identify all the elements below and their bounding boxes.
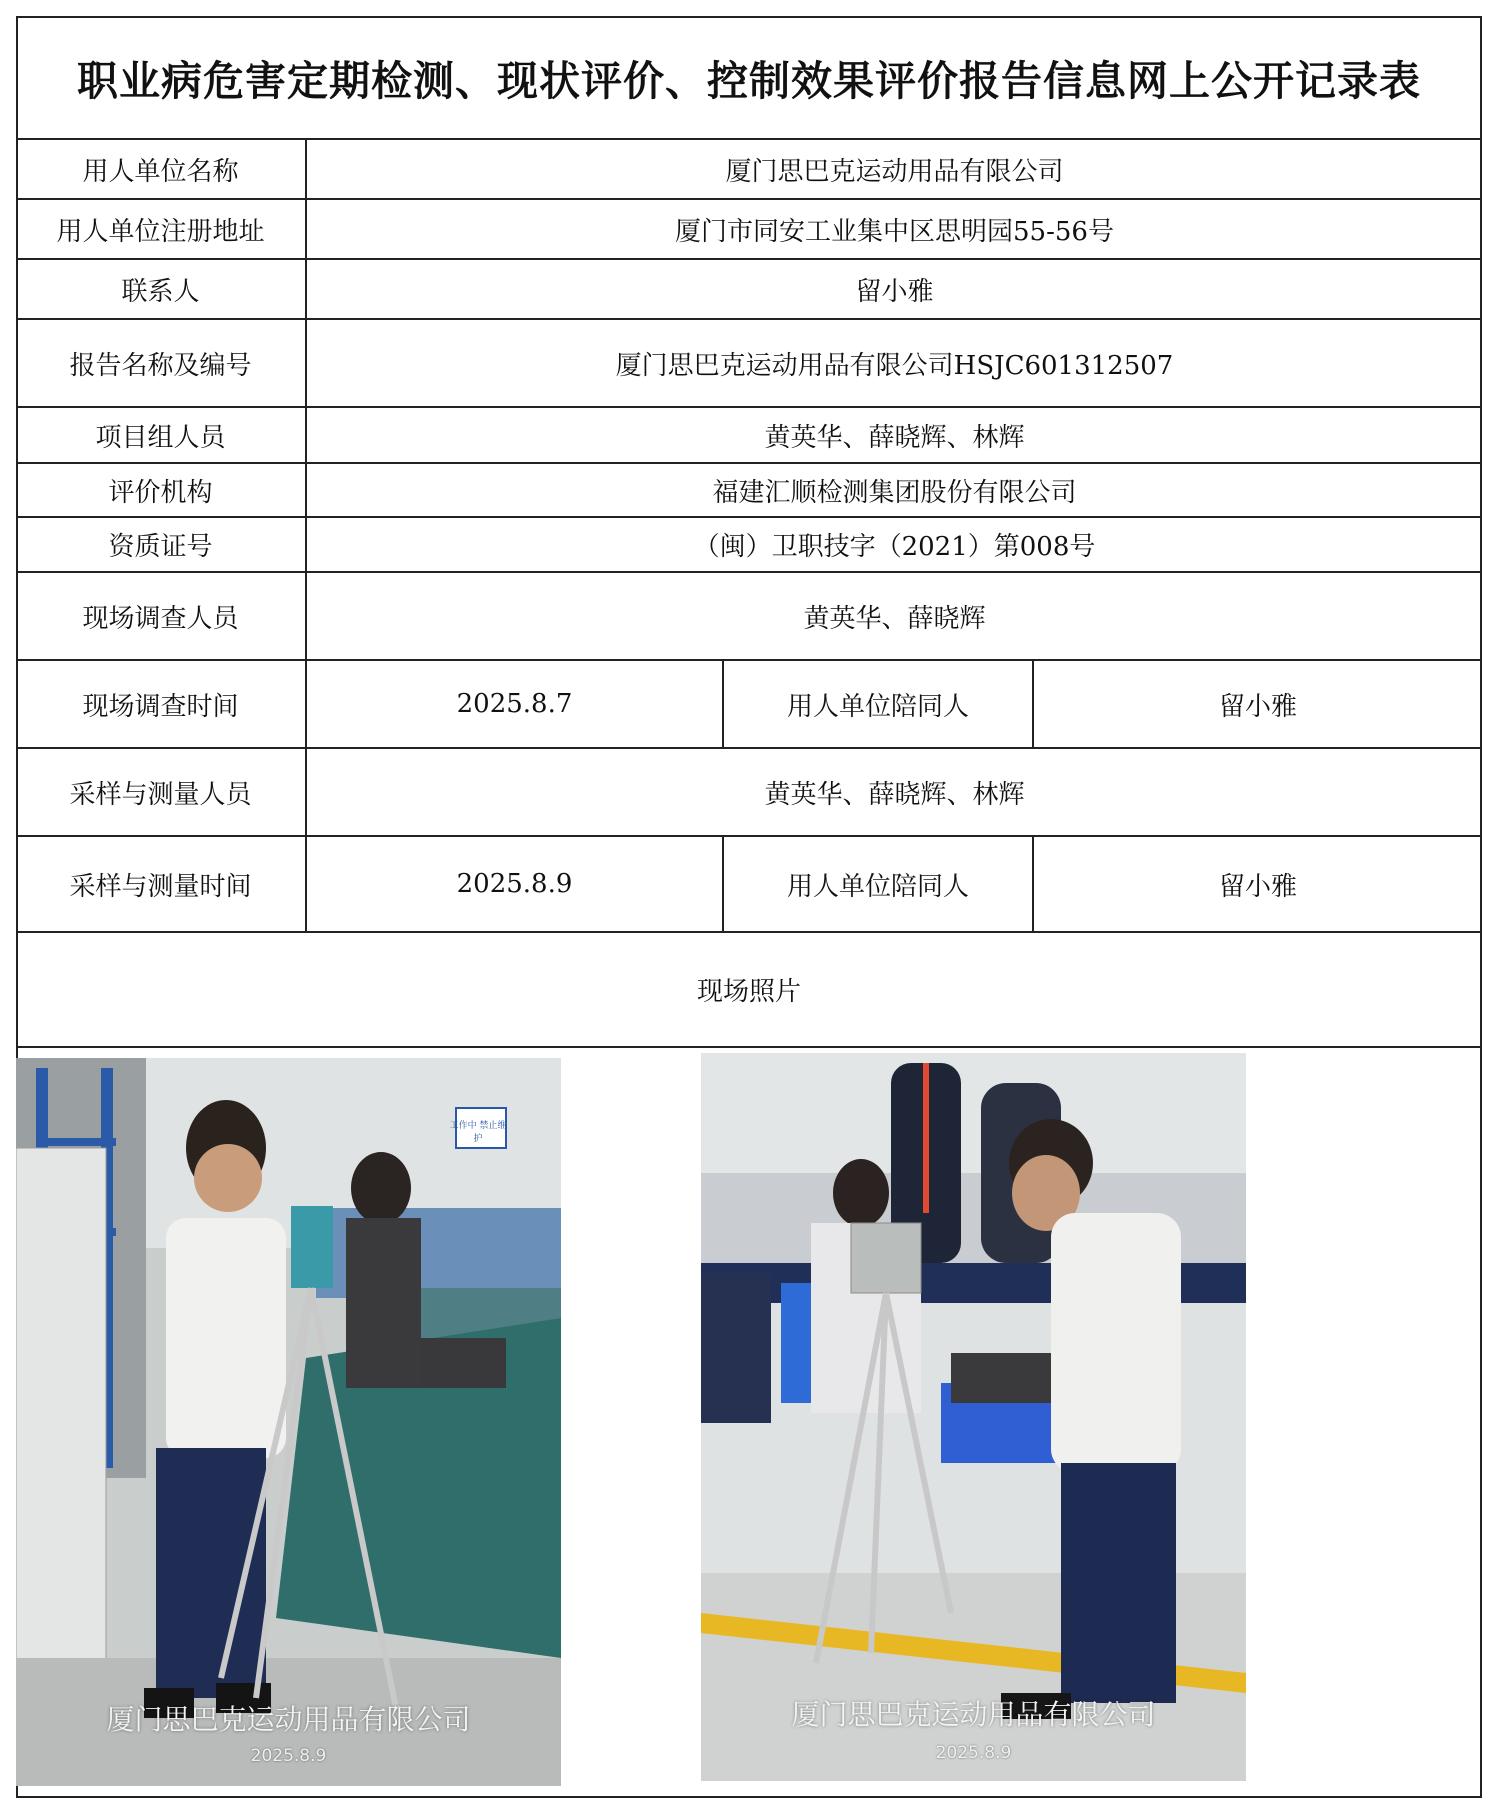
site-photo-2-image [701, 1053, 1246, 1781]
value-employer-name: 厦门思巴克运动用品有限公司 [725, 156, 1064, 187]
value-survey-time: 2025.8.7 [307, 661, 724, 747]
label-survey-staff: 现场调查人员 [16, 573, 307, 659]
row-sampling-staff [16, 749, 1482, 837]
label-report: 报告名称及编号 [16, 320, 307, 406]
value-survey-staff: 黄英华、薛晓辉 [803, 603, 986, 634]
row-survey-time [16, 661, 1482, 749]
label-sampling-staff: 采样与测量人员 [16, 749, 307, 835]
value-sampling-companion: 留小雅 [1218, 871, 1297, 902]
row-sampling-time [16, 837, 1482, 933]
value-employer-address: 厦门市同安工业集中区思明园55-56号 [675, 216, 1114, 247]
value-report: 厦门思巴克运动用品有限公司HSJC601312507 [615, 350, 1174, 381]
row-contact [16, 260, 1482, 320]
row-employer-name [16, 140, 1482, 200]
label-sampling-time: 采样与测量时间 [16, 837, 307, 931]
label-qualification: 资质证号 [16, 518, 307, 571]
site-photo-1-image [16, 1058, 561, 1786]
row-project-team [16, 408, 1482, 464]
row-report [16, 320, 1482, 408]
value-qualification: （闽）卫职技字（2021）第008号 [693, 532, 1096, 562]
value-sampling-staff: 黄英华、薛晓辉、林辉 [764, 779, 1025, 810]
label-contact: 联系人 [16, 260, 307, 318]
label-employer-name: 用人单位名称 [16, 140, 307, 198]
row-employer-address [16, 200, 1482, 260]
value-contact: 留小雅 [855, 276, 934, 307]
site-photo-2 [701, 1053, 1246, 1781]
photo-1-sign: 工作中 禁止维护 [449, 1121, 507, 1144]
label-employer-address: 用人单位注册地址 [16, 200, 307, 258]
label-survey-time: 现场调查时间 [16, 661, 307, 747]
page-title: 职业病危害定期检测、现状评价、控制效果评价报告信息网上公开记录表 [16, 16, 1482, 140]
value-agency: 福建汇顺检测集团股份有限公司 [712, 477, 1077, 508]
row-qualification [16, 518, 1482, 573]
photos-header: 现场照片 [696, 977, 801, 1007]
value-project-team: 黄英华、薛晓辉、林辉 [764, 422, 1025, 453]
label-agency: 评价机构 [16, 464, 307, 516]
label-survey-companion: 用人单位陪同人 [724, 661, 1034, 747]
photo-2-watermark: 厦门思巴克运动用品有限公司 [791, 1698, 1156, 1731]
label-project-team: 项目组人员 [16, 408, 307, 462]
row-survey-staff [16, 573, 1482, 661]
photo-2-date: 2025.8.9 [935, 1743, 1012, 1763]
value-sampling-time: 2025.8.9 [307, 837, 724, 931]
photo-1-date: 2025.8.9 [250, 1746, 327, 1766]
label-sampling-companion: 用人单位陪同人 [724, 837, 1034, 931]
row-photos-header [16, 933, 1482, 1048]
photo-1-watermark: 厦门思巴克运动用品有限公司 [106, 1703, 471, 1736]
site-photo-1 [16, 1058, 561, 1786]
row-agency [16, 464, 1482, 518]
value-survey-companion: 留小雅 [1218, 691, 1297, 722]
